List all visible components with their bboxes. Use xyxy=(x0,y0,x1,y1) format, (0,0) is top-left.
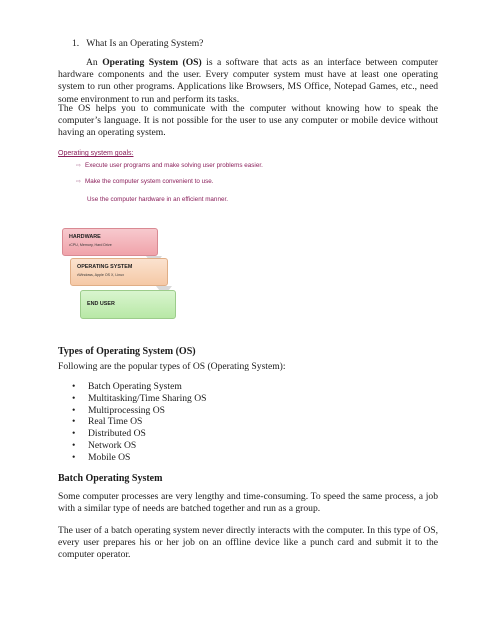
os-types-list xyxy=(72,381,207,464)
list-item: • Multiprocessing OS xyxy=(72,405,207,417)
goals-title: Operating system goals: xyxy=(58,150,134,157)
list-item: • Network OS xyxy=(72,440,207,452)
goal-item xyxy=(76,162,263,169)
hardware-title: HARDWARE xyxy=(69,234,101,240)
goal-text: Execute user programs and make solving user problems easier. xyxy=(85,162,263,169)
end-user-title: END USER xyxy=(87,301,115,307)
list-item: • Real Time OS xyxy=(72,416,207,428)
types-heading: Types of Operating System (OS) xyxy=(58,346,196,357)
types-intro: Following are the popular types of OS (Operating System): xyxy=(58,361,286,372)
goal-text: Make the computer system convenient to use. xyxy=(85,178,214,185)
arrow-bullet-icon: ⇨ xyxy=(76,179,82,185)
goal-item xyxy=(76,178,213,185)
os-subtitle: •Windows, Apple OS X, Linux xyxy=(77,273,125,277)
batch-paragraph-2: The user of a batch operating system never directly interacts with the computer. In this type of OS, every user prepares his or her job on an offline device like a punch card and submit it to the computer operator. xyxy=(58,525,438,561)
intro-lead: An xyxy=(86,57,103,68)
operating-system-box xyxy=(70,258,168,286)
batch-heading: Batch Operating System xyxy=(58,473,163,484)
heading-text: What Is an Operating System? xyxy=(86,38,204,49)
goal-text: Use the computer hardware in an efficient manner. xyxy=(87,196,228,203)
list-item: • Mobile OS xyxy=(72,452,207,464)
list-item: • Batch Operating System xyxy=(72,381,207,393)
os-title: OPERATING SYSTEM xyxy=(77,264,133,270)
intro-rest: is a software that acts as an interface between computer hardware components and the user. Every computer system must have at least one operating system to run other programs. Applications like Browsers, MS Office, Notepad Games, etc., need some environment to run and perform its tasks. xyxy=(58,57,439,105)
hardware-box xyxy=(62,228,158,256)
intro-paragraph xyxy=(58,57,438,106)
arrow-bullet-icon: ⇨ xyxy=(76,163,82,169)
section-heading xyxy=(72,38,452,49)
list-item: • Distributed OS xyxy=(72,428,207,440)
list-item: • Multitasking/Time Sharing OS xyxy=(72,393,207,405)
intro-bold-term: Operating System (OS) xyxy=(102,57,202,68)
end-user-box xyxy=(80,290,176,319)
heading-number: 1. xyxy=(72,38,80,49)
paragraph-communication: The OS helps you to communicate with the computer without knowing how to speak the computer’s language. It is not possible for the user to use any computer or mobile device without having an operating system. xyxy=(58,103,438,139)
batch-paragraph-1: Some computer processes are very lengthy and time-consuming. To speed the same process, a job with a similar type of needs are batched together and run as a group. xyxy=(58,491,438,515)
hardware-subtitle: •CPU, Memory, Hard Drive xyxy=(69,243,112,247)
goal-item xyxy=(87,196,228,203)
